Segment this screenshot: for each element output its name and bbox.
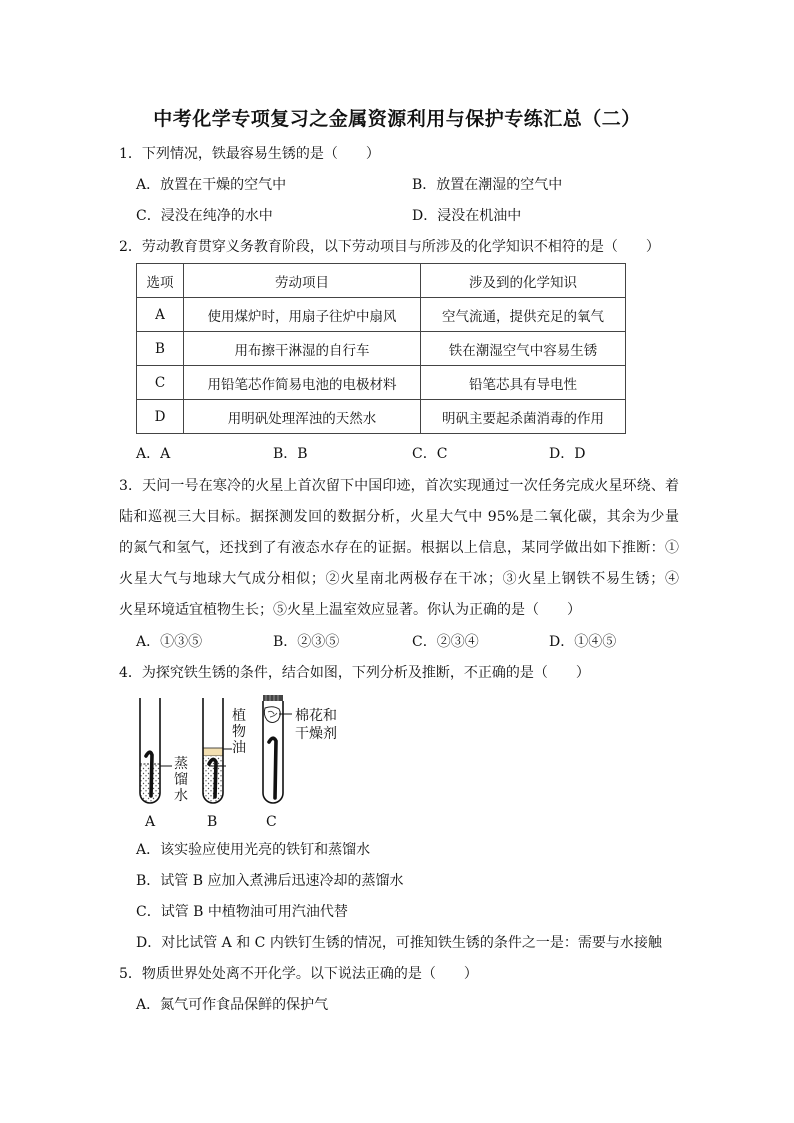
vegetable-oil-label: [232, 708, 246, 756]
table-cell: 空气流通，提供充足的氧气: [421, 298, 626, 332]
distilled-water-label-char: 蒸: [174, 756, 188, 772]
table-cell: 铁在潮湿空气中容易生锈: [421, 332, 626, 366]
question-3-line: 火星环境适宜植物生长；⑤火星上温室效应显著。你认为正确的是（ ）: [119, 602, 581, 618]
table-row: [137, 366, 626, 400]
test-tube-a: [140, 698, 172, 803]
table-row: [137, 298, 626, 332]
table-cell: A: [137, 298, 184, 332]
tube-label-a: A: [145, 814, 156, 830]
test-tube-c: [263, 695, 292, 803]
question-4-option-d[interactable]: D．对比试管 A 和 C 内铁钉生锈的情况，可推知铁生锈的条件之一是：需要与水接触: [136, 935, 662, 951]
rust-experiment-figure: [132, 692, 362, 832]
question-3-option-c[interactable]: C．②③④: [412, 634, 479, 650]
question-1-option-d[interactable]: D．浸没在机油中: [412, 208, 522, 224]
question-1-option-c[interactable]: C．浸没在纯净的水中: [136, 208, 273, 224]
question-4-option-b[interactable]: B．试管 B 应加入煮沸后迅速冷却的蒸馏水: [136, 873, 404, 889]
table-header-cell: 选项: [137, 264, 184, 298]
test-tube-b: [203, 698, 232, 803]
cotton-desiccant-label-line: 棉花和: [295, 708, 337, 724]
question-2-option-a[interactable]: A．A: [136, 446, 171, 462]
question-4-option-c[interactable]: C．试管 B 中植物油可用汽油代替: [136, 904, 348, 920]
question-4-stem: 4．为探究铁生锈的条件，结合如图，下列分析及推断，不正确的是（ ）: [119, 665, 590, 681]
vegetable-oil-label-char: 物: [232, 724, 246, 740]
table-cell: 用明矾处理浑浊的天然水: [184, 400, 421, 434]
distilled-water-label: [174, 756, 188, 804]
table-row: [137, 400, 626, 434]
labor-knowledge-table: [136, 263, 626, 434]
question-3-line: 的氮气和氢气，还找到了有液态水存在的证据。根据以上信息，某同学做出如下推断：①: [119, 540, 679, 556]
table-header-cell: 劳动项目: [184, 264, 421, 298]
question-3-line: 火星大气与地球大气成分相似；②火星南北两极存在干冰；③火星上钢铁不易生锈；④: [119, 571, 679, 587]
table-row: [137, 332, 626, 366]
question-5-option-a[interactable]: A．氮气可作食品保鲜的保护气: [136, 997, 329, 1013]
table-cell: D: [137, 400, 184, 434]
cotton-desiccant-label: [295, 707, 337, 743]
question-3-option-a[interactable]: A．①③⑤: [136, 634, 203, 650]
table-cell: 使用煤炉时，用扇子往炉中扇风: [184, 298, 421, 332]
page-title: 中考化学专项复习之金属资源利用与保护专练汇总（二）: [153, 108, 641, 130]
table-cell: 明矾主要起杀菌消毒的作用: [421, 400, 626, 434]
question-3-stem: [119, 476, 679, 631]
question-3-option-b[interactable]: B．②③⑤: [273, 634, 340, 650]
question-1-option-a[interactable]: A．放置在干燥的空气中: [136, 177, 287, 193]
cotton-desiccant-label-line: 干燥剂: [295, 726, 337, 742]
table-cell: 用铅笔芯作简易电池的电极材料: [184, 366, 421, 400]
table-cell: B: [137, 332, 184, 366]
distilled-water-label-char: 馏: [174, 772, 188, 788]
table-header-row: [137, 264, 626, 298]
table-header-cell: 涉及到的化学知识: [421, 264, 626, 298]
table-cell: C: [137, 366, 184, 400]
question-3-line: 陆和巡视三大目标。据探测发回的数据分析，火星大气中 95%是二氧化碳，其余为少量: [119, 509, 679, 525]
question-1-stem: 1．下列情况，铁最容易生锈的是（ ）: [119, 146, 380, 162]
question-1-option-b[interactable]: B．放置在潮湿的空气中: [412, 177, 563, 193]
question-5-stem: 5．物质世界处处离不开化学。以下说法正确的是（ ）: [119, 966, 478, 982]
question-4-option-a[interactable]: A．该实验应使用光亮的铁钉和蒸馏水: [136, 842, 371, 858]
question-2-option-b[interactable]: B．B: [273, 446, 308, 462]
table-cell: 铅笔芯具有导电性: [421, 366, 626, 400]
tube-label-c: C: [266, 814, 277, 830]
question-2-stem: 2．劳动教育贯穿义务教育阶段，以下劳动项目与所涉及的化学知识不相符的是（ ）: [119, 239, 660, 255]
tube-label-b: B: [207, 814, 218, 830]
vegetable-oil-label-char: 植: [232, 708, 246, 724]
distilled-water-label-char: 水: [174, 788, 188, 804]
question-2-option-d[interactable]: D．D: [549, 446, 586, 462]
question-3-option-d[interactable]: D．①④⑤: [549, 634, 617, 650]
vegetable-oil-label-char: 油: [232, 740, 246, 756]
question-2-option-c[interactable]: C．C: [412, 446, 448, 462]
question-3-line: 3．天问一号在寒冷的火星上首次留下中国印迹，首次实现通过一次任务完成火星环绕、着: [119, 478, 679, 494]
table-cell: 用布擦干淋湿的自行车: [184, 332, 421, 366]
